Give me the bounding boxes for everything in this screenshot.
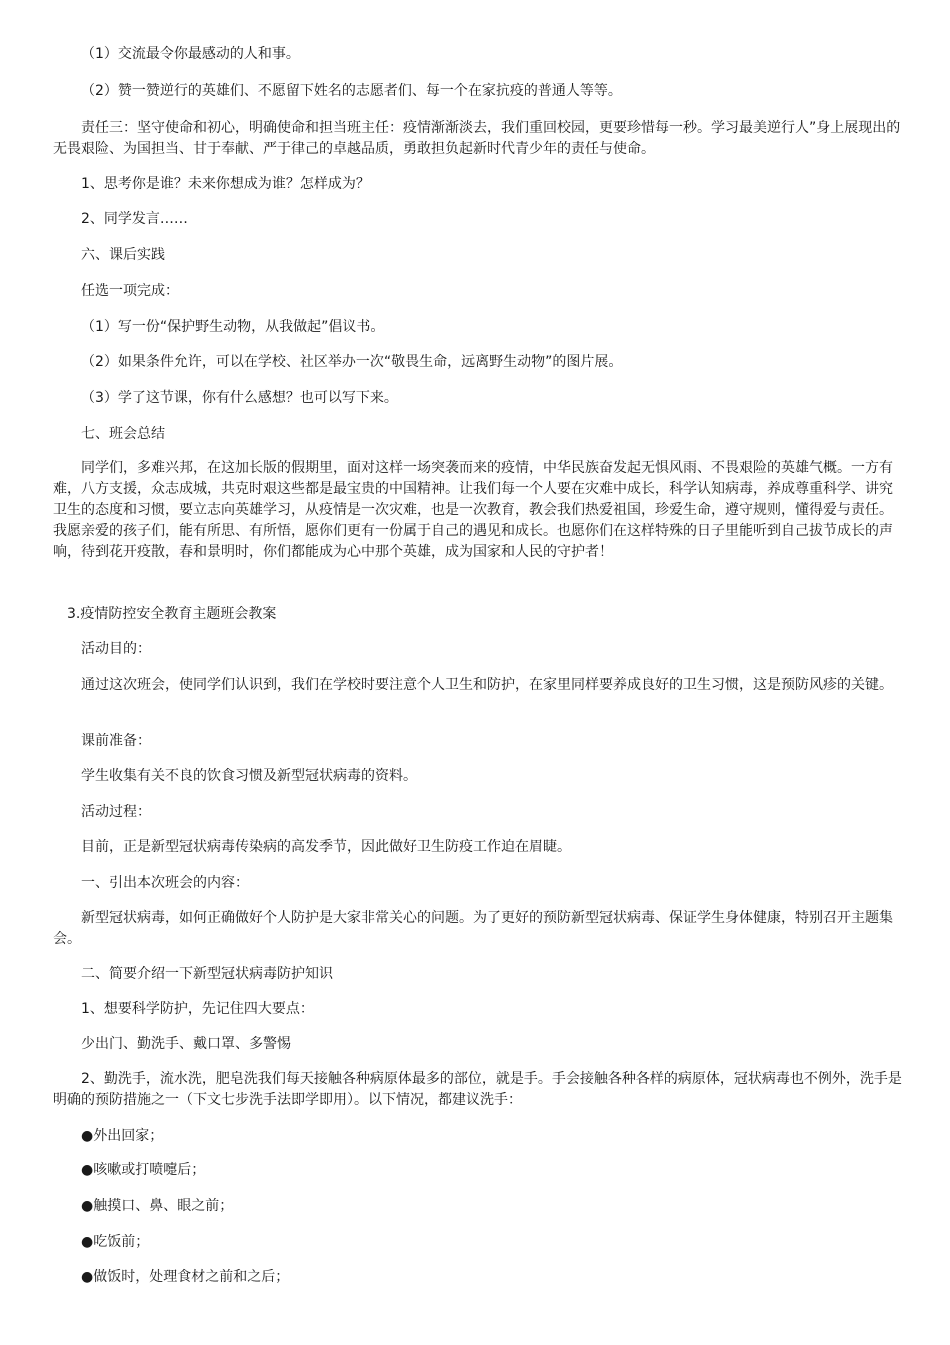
paragraph-14: 活动目的： <box>81 641 151 657</box>
paragraph-16: 课前准备： <box>81 733 151 749</box>
paragraph-21: 新型冠状病毒，如何正确做好个人防护是大家非常关心的问题。为了更好的预防新型冠状病毒、保证学生身体健康，特别召开主题集会。 <box>53 910 893 947</box>
paragraph-25: 2、勤洗手，流水洗，肥皂洗我们每天接触各种病原体最多的部位，就是手。手会接触各种各样的病原体，冠状病毒也不例外，洗手是明确的预防措施之一（下文七步洗手法即学即用）。以下情况，都建议洗手： <box>53 1071 902 1108</box>
section-heading-7: 七、班会总结 <box>81 426 165 442</box>
paragraph-23: 1、想要科学防护，先记住四大要点： <box>81 1001 314 1017</box>
paragraph-3: 责任三：坚守使命和初心，明确使命和担当班主任：疫情渐渐淡去，我们重回校园，更要珍惜每一秒。学习最美逆行人”身上展现出的无畏艰险、为国担当、甘于奉献、严于律己的卓越品质，勇敢担负起新时代青少年的责任与使命。 <box>53 120 901 157</box>
paragraph-9: （2）如果条件允许，可以在学校、社区举办一次“敬畏生命，远离野生动物”的图片展。 <box>81 354 623 370</box>
paragraph-8: （1）写一份“保护野生动物，从我做起”倡议书。 <box>81 319 385 335</box>
paragraph-19: 目前，正是新型冠状病毒传染病的高发季节，因此做好卫生防疫工作迫在眉睫。 <box>81 839 571 855</box>
paragraph-4: 1、思考你是谁？未来你想成为谁？怎样成为？ <box>81 176 370 192</box>
paragraph-20: 一、引出本次班会的内容： <box>81 875 249 891</box>
paragraph-15: 通过这次班会，使同学们认识到，我们在学校时要注意个人卫生和防护，在家里同样要养成良好的卫生习惯，这是预防风疹的关键。 <box>81 677 893 693</box>
section-heading-6: 六、课后实践 <box>81 247 165 263</box>
paragraph-22: 二、简要介绍一下新型冠状病毒防护知识 <box>81 966 333 982</box>
document-section-title: 3.疫情防控安全教育主题班会教案 <box>67 606 277 622</box>
paragraph-12: 同学们，多难兴邦，在这加长版的假期里，面对这样一场突袭而来的疫情，中华民族奋发起无惧风雨、不畏艰险的英雄气概。一方有难，八方支援，众志成城，共克时艰这些都是最宝贵的中国精神。让我们每一个人要在灾难中成长，科学认知病毒，养成尊重科学、讲究卫生的态度和习惯，要立志向英雄学习，从疫情是一次灾难，也是一次教育，教会我们热爱祖国，珍爱生命，遵守规则，懂得爱与责任。我愿亲爱的孩子们，能有所思、有所悟，愿你们更有一份属于自己的遇见和成长。也愿你们在这样特殊的日子里能听到自己拔节成长的声响，待到花开疫散，春和景明时，你们都能成为心中那个英雄，成为国家和人民的守护者！ <box>53 460 893 560</box>
paragraph-18: 活动过程： <box>81 804 151 820</box>
paragraph-10: （3）学了这节课，你有什么感想？也可以写下来。 <box>81 390 398 406</box>
bullet-item-1: ●外出回家； <box>81 1128 164 1144</box>
bullet-item-5: ●做饭时，处理食材之前和之后； <box>81 1269 290 1285</box>
paragraph-2: （2）赞一赞逆行的英雄们、不愿留下姓名的志愿者们、每一个在家抗疫的普通人等等。 <box>81 83 622 99</box>
paragraph-17: 学生收集有关不良的饮食习惯及新型冠状病毒的资料。 <box>81 768 417 784</box>
bullet-item-2: ●咳嗽或打喷嚏后； <box>81 1162 206 1178</box>
paragraph-5: 2、同学发言…… <box>81 211 188 227</box>
paragraph-7: 任选一项完成： <box>81 283 179 299</box>
paragraph-1: （1）交流最令你最感动的人和事。 <box>81 46 300 62</box>
paragraph-24: 少出门、勤洗手、戴口罩、多警惕 <box>81 1036 291 1052</box>
bullet-item-4: ●吃饭前； <box>81 1234 150 1250</box>
bullet-item-3: ●触摸口、鼻、眼之前； <box>81 1198 234 1214</box>
